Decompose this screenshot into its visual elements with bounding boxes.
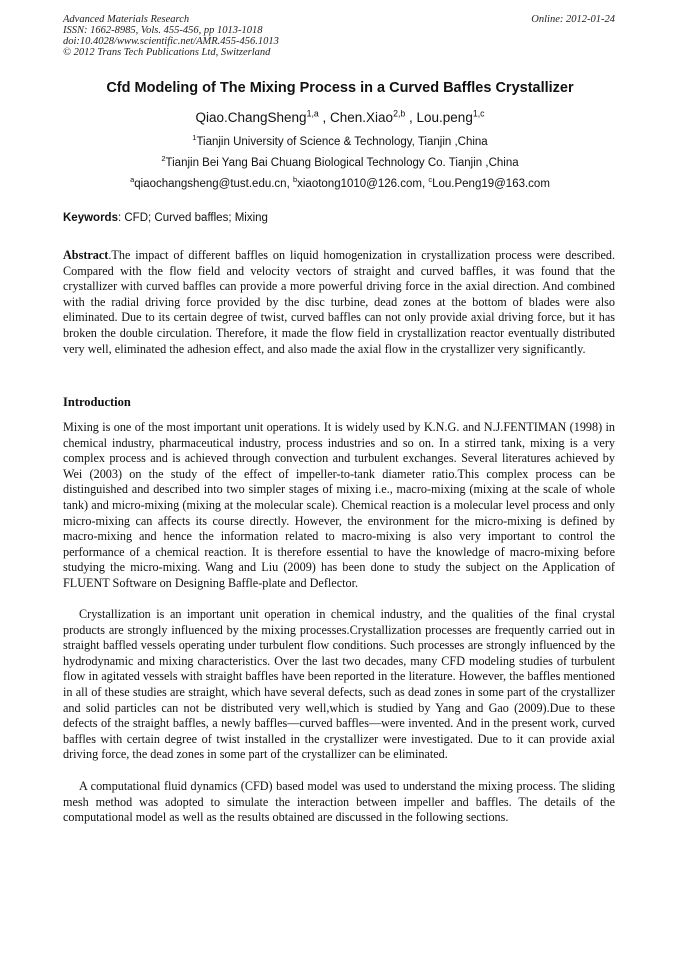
section-heading-introduction: Introduction (63, 395, 131, 409)
online-date: Online: 2012-01-24 (531, 14, 615, 25)
intro-paragraph-3: A computational fluid dynamics (CFD) based model was used to understand the mixing process. The sliding mesh method was adopted to simulate the interaction between impeller and baffles. The details of the computational model as well as the results obtained are discussed in the following sections. (63, 779, 615, 825)
affiliation-superscript: 1 (192, 133, 197, 143)
affiliation-text: Tianjin Bei Yang Bai Chuang Biological Technology Co. Tianjin ,China (165, 157, 519, 169)
journal-header (63, 14, 615, 58)
affiliation-text: Tianjin University of Science & Technology, Tianjin ,China (196, 136, 488, 148)
email-address: qiaochangsheng@tust.edu.cn, (134, 178, 293, 190)
author-superscript: 1,c (472, 108, 485, 119)
abstract-label: Abstract (63, 248, 109, 262)
author-name: Qiao.ChangSheng (195, 110, 307, 125)
journal-name: Advanced Materials Research (63, 14, 190, 25)
keywords-label: Keywords (63, 212, 118, 224)
author-separator: , (405, 110, 417, 125)
author-superscript: 1,a (306, 108, 319, 119)
journal-copyright: © 2012 Trans Tech Publications Ltd, Switzerland (63, 47, 271, 58)
intro-paragraph-2: Crystallization is an important unit operation in chemical industry, and the qualities of the final crystal products are strongly influenced by the mixing processes.Crystallization processes are frequently carried out in straight baffled vessels operating under turbulent flow conditions. Such processes are strongly influenced by the hydrodynamic and mixing characteristics. Over the last two decades, many CFD modeling studies of turbulent flow in agitated vessels with straight baffles have been reported in the literature. However, the baffles mentioned in all of these studies are straight, which have several defects, such as dead zones in some part of the crystallizer and solid particles can not be distributed very well,which is studied by Yang and Gao (2009).Due to these defects of the straight baffles, a newly baffles—curved baffles—were invented. And in the present work, curved baffles with certain degree of twist installed in the crystallizer were investigated. Due to it can provide axial driving force, the dead zones in some part of the crystallizer can be eliminated. (63, 607, 615, 762)
affiliation-1 (40, 133, 640, 148)
journal-doi: doi:10.4028/www.scientific.net/AMR.455-456.1013 (63, 36, 279, 47)
abstract (63, 248, 615, 357)
author-name: Chen.Xiao (330, 110, 394, 125)
author-superscript: 2,b (393, 108, 406, 119)
email-line (40, 175, 640, 190)
email-address: Lou.Peng19@163.com (432, 178, 550, 190)
email-superscript: b (292, 175, 298, 185)
author-name: Lou.peng (416, 110, 473, 125)
keywords-text: : CFD; Curved baffles; Mixing (117, 212, 268, 224)
paper-title: Cfd Modeling of The Mixing Process in a Curved Baffles Crystallizer (106, 80, 574, 96)
intro-paragraph-1: Mixing is one of the most important unit operations. It is widely used by K.N.G. and N.J.FENTIMAN (1998) in chemical industry, pharmaceutical industry, process industries and so on. In a stirred tank, mixing is a very complex process and is achieved through convection and turbulent exchanges. Several literatures achieved by Wei (2003) on the study of the effect of impeller-to-tank diameter ratio.This complex process can be distinguished and described into two simpler stages of mixing i.e., macro-mixing (mixing at the scale of whole tank) and micro-mixing (mixing at the molecular scale). Chemical reaction is a molecular level process and only micro-mixing can affects its course directly. However, the environment for the micro-mixing is defined by macro-mixing and hence the information related to macro-mixing is also very important to control the performance of a chemical reaction. It is therefore essential to have the knowledge of macro-mixing before studying the micro-mixing. Wang and Liu (2009) has been done to study the subject on the Application of FLUENT Software on Designing Baffle-plate and Deflector. (63, 420, 615, 590)
keywords (63, 212, 615, 224)
affiliation-superscript: 2 (161, 154, 166, 164)
email-superscript: a (130, 175, 135, 185)
author-line (40, 110, 640, 125)
author-separator: , (318, 110, 331, 125)
email-superscript: c (428, 175, 433, 185)
email-address: xiaotong1010@126.com, (297, 178, 429, 190)
journal-issn: ISSN: 1662-8985, Vols. 455-456, pp 1013-1018 (63, 25, 263, 36)
affiliation-2 (40, 154, 640, 169)
abstract-text: .The impact of different baffles on liquid homogenization in crystallization process were described. Compared with the flow field and velocity vectors of straight and curved baffles, it was found that the crystallizer with curved baffles can provide a more powerful driving force in the axial direction. And combined with the radial driving force provided by the disc turbine, dead zones at the bottom of blades were also eliminated. Due to its certain degree of twist, curved baffles can not only provide axial driving force, but it has broken the double circulation. Therefore, it made the flow field in crystallization reactor eventually distributed very well, eliminated the adhesion effect, and also made the axial flow in the crystallizer very significantly. (63, 248, 615, 356)
